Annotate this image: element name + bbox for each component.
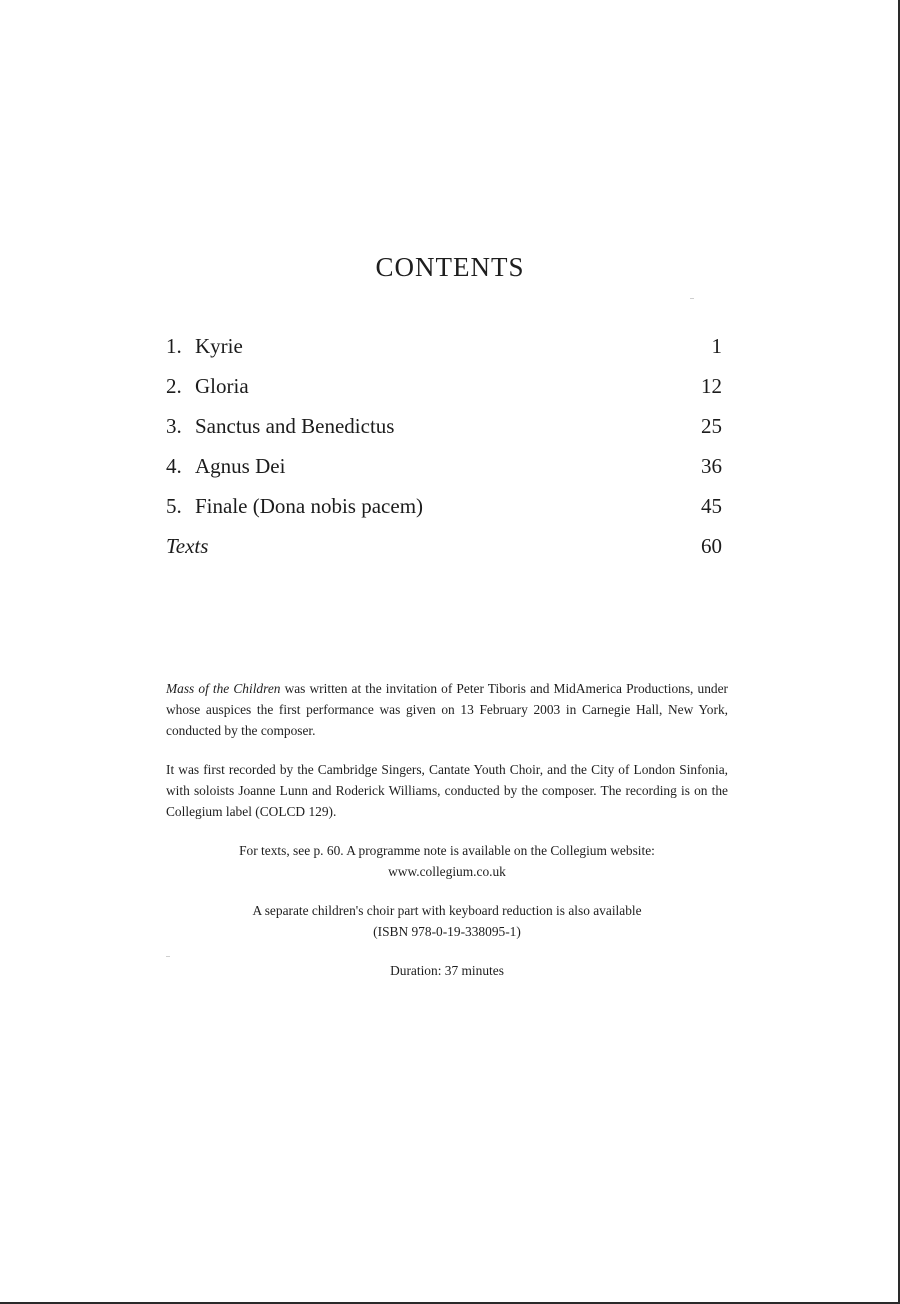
toc-entry-page: 25 (701, 414, 722, 438)
choir-part-note (166, 900, 728, 942)
toc-entry-title (166, 330, 243, 362)
toc-entry-label: Gloria (195, 374, 249, 398)
toc-entry-kyrie (166, 330, 722, 370)
toc-entry-sanctus (166, 410, 722, 450)
isbn: (ISBN 978-0-19-338095-1) (373, 924, 521, 939)
texts-note (166, 840, 728, 882)
toc-entry-title (166, 410, 394, 442)
toc-entry-page: 1 (711, 334, 722, 358)
website-url: www.collegium.co.uk (388, 864, 506, 879)
toc-entry-page: 36 (701, 454, 722, 478)
toc-entry-number: 4. (166, 454, 182, 478)
table-of-contents (166, 330, 722, 570)
recording-note: It was first recorded by the Cambridge Singers, Cantate Youth Choir, and the City of London Sinfonia, with soloists Joanne Lunn and Roderick Williams, conducted by the composer. The recording is on the Collegium label (COLCD 129). (166, 762, 728, 819)
premiere-note (166, 678, 728, 741)
toc-entry-title (166, 370, 249, 402)
toc-entry-label: Finale (Dona nobis pacem) (195, 494, 424, 518)
toc-entry-finale (166, 490, 722, 530)
toc-entry-title (166, 490, 423, 522)
toc-entry-label: Sanctus and Benedictus (195, 414, 395, 438)
page-title: CONTENTS (375, 252, 525, 282)
toc-entry-page: 45 (701, 494, 722, 518)
premiere-note-text: was written at the invitation of Peter Tiboris and MidAmerica Productions, under whose auspices the first performance was given on 13 February 2003 in Carnegie Hall, New York, conducted by the composer. (166, 681, 728, 738)
publication-notes (166, 678, 728, 999)
duration: Duration: 37 minutes (390, 963, 504, 978)
toc-entry-title (166, 530, 208, 562)
toc-entry-number: 3. (166, 414, 182, 438)
toc-entry-texts (166, 530, 722, 570)
scan-speck (690, 298, 694, 299)
toc-entry-gloria (166, 370, 722, 410)
choir-part-note-line: A separate children's choir part with keyboard reduction is also available (252, 903, 642, 918)
toc-entry-label: Agnus Dei (195, 454, 286, 478)
toc-entry-number: 5. (166, 494, 182, 518)
toc-entry-title (166, 450, 285, 482)
toc-entry-label: Texts (166, 534, 209, 558)
toc-entry-label: Kyrie (195, 334, 243, 358)
work-title: Mass of the Children (166, 681, 281, 696)
toc-entry-number: 1. (166, 334, 182, 358)
texts-note-line: For texts, see p. 60. A programme note is available on the Collegium website: (239, 843, 655, 858)
toc-entry-agnus-dei (166, 450, 722, 490)
toc-entry-number: 2. (166, 374, 182, 398)
toc-entry-page: 12 (701, 374, 722, 398)
toc-entry-page: 60 (701, 534, 722, 558)
